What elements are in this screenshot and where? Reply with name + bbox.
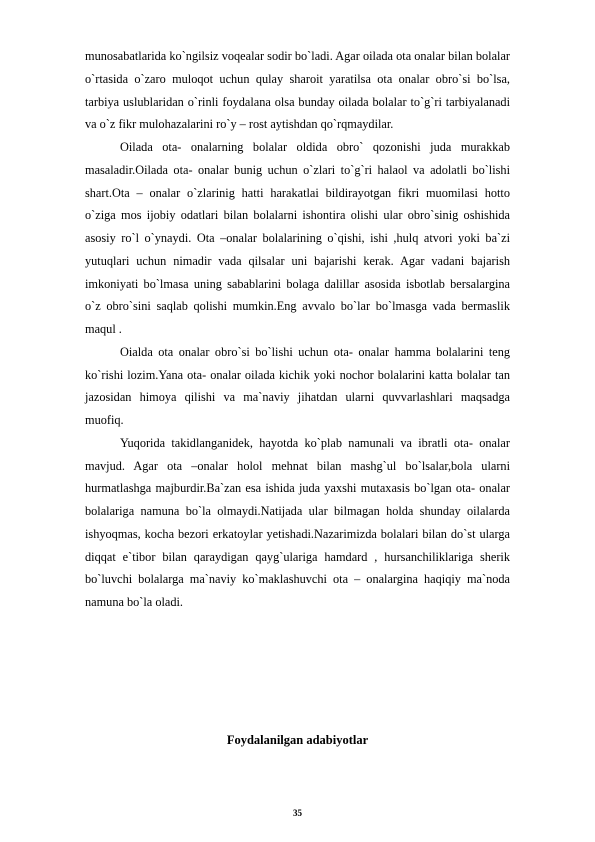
- page-body: [85, 45, 510, 614]
- paragraph-3: Oialda ota onalar obro`si bo`lishi uchun ota- onalar hamma bolalarini teng ko`rishi lozim.Yana ota- onalar oilada kichik yoki nochor bolalarini katta bolalar tan jazosidan himoya qilishi va ma`naviy jihatdan ularni quvvarlashlari maqsadga muofiq.: [85, 344, 510, 427]
- references-heading: Foydalanilgan adabiyotlar: [226, 733, 369, 747]
- paragraph-1: munosabatlarida ko`ngilsiz voqealar sodir bo`ladi. Agar oilada ota onalar bilan bolalar o`rtasida o`zaro muloqot uchun qulay sharoit yaratilsa ota onalar obro`si bo`lsa, tarbiya uslublaridan o`rinli foydalana olsa bunday oilada bolalar to`g`ri tarbiyalanadi va o`z fikr mulohazalarini ro`y – rost aytishdan qo`rqmaydilar.: [85, 49, 510, 132]
- page-number: 35: [293, 808, 302, 818]
- paragraph-2: Oilada ota- onalarning bolalar oldida obro` qozonishi juda murakkab masaladir.Oilada ota- onalar bunig uchun o`zlari to`g`ri halaol va adolatli bo`lishi shart.Ota – onalar o`zlarinig hatti harakatlai bildirayotgan fikri muomilasi hotto o`ziga mos ijobiy odatlari bilan bolalarni ishontira olishi ular obro`sinig oshishida asosiy ro`l o`ynaydi. Ota –onalar bolalarining o`qishi, ishi ,hulq atvori yoki ba`zi yutuqlari uchun nimadir vada qilsalar uni bajarishi kerak. Agar vadani bajarish imkoniyati bo`lmasa uning sabablarini bolaga dalillar asosida isbotlab bersalargina o`z obro`sini saqlab qolishi mumkin.Eng avvalo bo`lar bo`lmasga vada bermaslik maqul .: [85, 140, 510, 336]
- paragraph-4: Yuqorida takidlanganidek, hayotda ko`plab namunali va ibratli ota- onalar mavjud. Agar ota –onalar holol mehnat bilan mashg`ul bo`lsalar,bola ularni hurmatlashga majburdir.Ba`zan esa ishida juda yaxshi mutaxasis bo`lgan ota- onalar bolalariga namuna bo`la olmaydi.Natijada ular bilmagan holda shunday oilalarda ishyoqmas, kocha bezori erkatoylar yetishadi.Nazarimizda bolalari bilan do`st ularga diqqat e`tibor bilan qaraydigan qayg`ulariga hamdard , hursanchiliklariga sherik bo`luvchi bolalarga ma`naviy ko`maklashuvchi ota – onalargina haqiqiy ma`noda namuna bo`la oladi.: [85, 435, 510, 609]
